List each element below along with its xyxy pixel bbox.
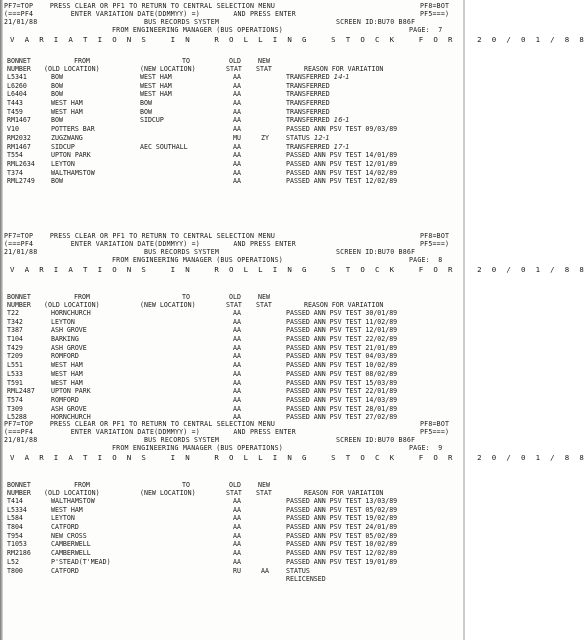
table-row bbox=[4, 344, 460, 353]
col-to-head: TO bbox=[182, 481, 190, 489]
reason-cell: PASSED ANN PSV TEST 21/01/89 bbox=[286, 343, 398, 352]
header-line-1 bbox=[4, 2, 460, 10]
reason-cell: PASSED ANN PSV TEST 27/02/89 bbox=[286, 413, 398, 422]
bonnet-cell: T309 bbox=[7, 404, 23, 413]
report-date: 21/01/88 bbox=[4, 436, 38, 444]
from-location-cell: BOW bbox=[51, 177, 63, 186]
col-new-stat-head: STAT bbox=[256, 489, 272, 497]
col-new-location-head: (NEW LOCATION) bbox=[140, 489, 196, 497]
reason-cell: PASSED ANN PSV TEST 14/03/89 bbox=[286, 395, 398, 404]
col-old-stat-head: STAT bbox=[226, 301, 242, 309]
from-location-cell: WEST HAM bbox=[51, 505, 83, 514]
report-title-text: V A R I A T I O N S I N R O L L I N G S T O C K F O R 2 0 / 0 1 / 8 8 bbox=[10, 35, 587, 44]
from-location-cell: ROMFORD bbox=[51, 395, 79, 404]
col-from-head: FROM bbox=[74, 293, 90, 301]
pf5-hint: PF5===) bbox=[420, 240, 450, 248]
col-new-stat-head: STAT bbox=[256, 301, 272, 309]
table-row bbox=[4, 514, 460, 523]
to-location-cell: BOW bbox=[140, 107, 152, 116]
bonnet-cell: T954 bbox=[7, 531, 23, 540]
col-old-stat-head: STAT bbox=[226, 65, 242, 73]
report-date: 21/01/88 bbox=[4, 248, 38, 256]
table-row bbox=[4, 379, 460, 388]
bonnet-cell: L5334 bbox=[7, 505, 27, 514]
reason-cell: PASSED ANN PSV TEST 12/01/89 bbox=[286, 326, 398, 335]
old-stat-cell: AA bbox=[233, 125, 241, 134]
col-to-head: TO bbox=[182, 293, 190, 301]
table-row bbox=[4, 361, 460, 370]
col-from-head: FROM bbox=[74, 57, 90, 65]
from-location-cell: ASH GROVE bbox=[51, 404, 87, 413]
paper-edge-right bbox=[463, 0, 465, 640]
from-line: FROM ENGINEERING MANAGER (BUS OPERATIONS) bbox=[112, 444, 283, 452]
col-reason-head: REASON FOR VARIATION bbox=[304, 65, 384, 73]
bonnet-cell: T342 bbox=[7, 317, 23, 326]
old-stat-cell: AA bbox=[233, 557, 241, 566]
old-stat-cell: AA bbox=[233, 361, 241, 370]
handwritten-note: 14-1 bbox=[333, 73, 350, 81]
old-stat-cell: AA bbox=[233, 326, 241, 335]
col-number-head: NUMBER bbox=[7, 65, 31, 73]
reason-cell: PASSED ANN PSV TEST 12/01/89 bbox=[286, 159, 398, 168]
from-location-cell: LEYTON bbox=[51, 159, 75, 168]
system-name: BUS RECORDS SYSTEM bbox=[144, 248, 220, 256]
col-reason-head: REASON FOR VARIATION bbox=[304, 489, 384, 497]
old-stat-cell: AA bbox=[233, 505, 241, 514]
spacer bbox=[4, 463, 460, 481]
reason-with-note bbox=[286, 143, 350, 152]
table-row bbox=[4, 99, 460, 108]
reason-cell: PASSED ANN PSV TEST 30/01/89 bbox=[286, 309, 398, 317]
page-number: PAGE: 7 bbox=[409, 26, 443, 34]
bonnet-cell: L584 bbox=[7, 514, 23, 523]
spacer bbox=[4, 45, 460, 57]
system-name: BUS RECORDS SYSTEM bbox=[144, 18, 220, 26]
bonnet-cell: RML2634 bbox=[7, 159, 35, 168]
to-location-cell: WEST HAM bbox=[140, 73, 172, 81]
from-location-cell: BOW bbox=[51, 90, 63, 99]
report-title bbox=[4, 265, 587, 275]
old-stat-cell: AA bbox=[233, 540, 241, 549]
from-location-cell: WEST HAM bbox=[51, 99, 83, 108]
paper-edge-left bbox=[0, 0, 3, 640]
bonnet-cell: RM1467 bbox=[7, 142, 31, 151]
from-location-cell: ZUGZWANG bbox=[51, 133, 83, 142]
bonnet-cell: L52 bbox=[7, 557, 19, 566]
column-header-row-2 bbox=[4, 65, 460, 73]
bonnet-cell: RM2186 bbox=[7, 549, 31, 558]
reason-cell: PASSED ANN PSV TEST 14/02/89 bbox=[286, 168, 398, 177]
bonnet-cell: T554 bbox=[7, 151, 23, 160]
table-row bbox=[4, 396, 460, 405]
to-location-cell: AEC SOUTHALL bbox=[140, 142, 188, 151]
from-location-cell: ROMFORD bbox=[51, 352, 79, 361]
old-stat-cell: RU bbox=[233, 566, 241, 575]
old-stat-cell: AA bbox=[233, 335, 241, 344]
old-stat-cell: AA bbox=[233, 531, 241, 540]
col-new-head: NEW bbox=[258, 293, 270, 301]
table-row bbox=[4, 532, 460, 541]
col-bonnet-head: BONNET bbox=[7, 57, 31, 65]
bonnet-cell: L5288 bbox=[7, 413, 27, 422]
from-location-cell: LEYTON bbox=[51, 317, 75, 326]
column-header-row-2 bbox=[4, 489, 460, 497]
col-number-head: NUMBER bbox=[7, 489, 31, 497]
from-location-cell: HORNCHURCH bbox=[51, 413, 91, 422]
column-header-row-1 bbox=[4, 57, 460, 65]
bonnet-cell: RM1467 bbox=[7, 116, 31, 125]
table-row bbox=[4, 151, 460, 160]
bonnet-cell: T429 bbox=[7, 343, 23, 352]
col-old-location-head: (OLD LOCATION) bbox=[44, 301, 100, 309]
report-page-block bbox=[4, 420, 587, 584]
reason-cell: RELICENSED bbox=[286, 575, 326, 584]
to-location-cell: WEST HAM bbox=[140, 81, 172, 90]
reason-cell: PASSED ANN PSV TEST 10/02/89 bbox=[286, 540, 398, 549]
header-line-3 bbox=[4, 436, 460, 444]
report-date: 21/01/88 bbox=[4, 18, 38, 26]
col-reason-head: REASON FOR VARIATION bbox=[304, 301, 384, 309]
old-stat-cell: AA bbox=[233, 107, 241, 116]
new-stat-cell: AA bbox=[261, 566, 269, 575]
table-row bbox=[4, 497, 460, 506]
old-stat-cell: MU bbox=[233, 133, 241, 142]
table-row bbox=[4, 352, 460, 361]
header-line-4 bbox=[4, 444, 460, 452]
reason-cell: PASSED ANN PSV TEST 12/02/89 bbox=[286, 549, 398, 558]
col-new-stat-head: STAT bbox=[256, 65, 272, 73]
table-row bbox=[4, 125, 460, 134]
table-row bbox=[4, 558, 460, 567]
header-line-3 bbox=[4, 18, 460, 26]
table-row bbox=[4, 335, 460, 344]
header-line-1 bbox=[4, 232, 460, 240]
report-title-text: V A R I A T I O N S I N R O L L I N G S T O C K F O R 2 0 / 0 1 / 8 8 bbox=[10, 265, 587, 274]
reason-cell: TRANSFERRED bbox=[286, 90, 330, 99]
header-line-3 bbox=[4, 248, 460, 256]
from-location-cell: CAMBERWELL bbox=[51, 549, 91, 558]
from-location-cell: ASH GROVE bbox=[51, 343, 87, 352]
reason-cell: TRANSFERRED bbox=[286, 81, 330, 90]
col-old-head: OLD bbox=[229, 481, 241, 489]
bonnet-cell: T22 bbox=[7, 309, 19, 317]
variation-date-prompt: (===PF4 ENTER VARIATION DATE(DDMMYY) =) AND PRESS ENTER bbox=[4, 10, 296, 18]
pf5-hint: PF5===) bbox=[420, 428, 450, 436]
table-row bbox=[4, 177, 460, 186]
from-location-cell: WALTHAMSTOW bbox=[51, 168, 95, 177]
old-stat-cell: AA bbox=[233, 514, 241, 523]
report-title bbox=[4, 453, 587, 463]
table-row bbox=[4, 370, 460, 379]
pf8-hint: PF8=BOT bbox=[420, 2, 450, 10]
reason-cell: PASSED ANN PSV TEST 12/02/89 bbox=[286, 177, 398, 186]
table-row bbox=[4, 575, 460, 584]
reason-cell: PASSED ANN PSV TEST 22/02/89 bbox=[286, 335, 398, 344]
header-line-2 bbox=[4, 240, 460, 248]
old-stat-cell: AA bbox=[233, 317, 241, 326]
reason-cell: STATUS bbox=[286, 566, 310, 575]
old-stat-cell: AA bbox=[233, 99, 241, 108]
old-stat-cell: AA bbox=[233, 404, 241, 413]
col-bonnet-head: BONNET bbox=[7, 481, 31, 489]
col-old-head: OLD bbox=[229, 57, 241, 65]
table-row bbox=[4, 108, 460, 117]
table-row bbox=[4, 73, 460, 82]
from-location-cell: CATFORD bbox=[51, 566, 79, 575]
header-line-2 bbox=[4, 428, 460, 436]
pf-help-text: PF7=TOP PRESS CLEAR OR PF1 TO RETURN TO CENTRAL SELECTION MENU bbox=[4, 2, 276, 10]
col-from-head: FROM bbox=[74, 481, 90, 489]
table-row bbox=[4, 567, 460, 576]
col-old-head: OLD bbox=[229, 293, 241, 301]
header-line-4 bbox=[4, 26, 460, 34]
from-location-cell: NEW CROSS bbox=[51, 531, 87, 540]
variation-date-prompt: (===PF4 ENTER VARIATION DATE(DDMMYY) =) AND PRESS ENTER bbox=[4, 240, 296, 248]
reason-cell: TRANSFERRED bbox=[286, 107, 330, 116]
from-location-cell: ASH GROVE bbox=[51, 326, 87, 335]
old-stat-cell: AA bbox=[233, 352, 241, 361]
report-title bbox=[4, 35, 587, 45]
reason-with-note bbox=[286, 73, 350, 82]
from-location-cell: BOW bbox=[51, 116, 63, 125]
bonnet-cell: T591 bbox=[7, 378, 23, 387]
old-stat-cell: AA bbox=[233, 151, 241, 160]
screen-id: SCREEN ID:BU70 B86F bbox=[336, 248, 416, 256]
table-row bbox=[4, 318, 460, 327]
table-row bbox=[4, 116, 460, 125]
screen-id: SCREEN ID:BU70 B86F bbox=[336, 18, 416, 26]
from-location-cell: POTTERS BAR bbox=[51, 125, 95, 134]
old-stat-cell: AA bbox=[233, 309, 241, 317]
reason-cell: PASSED ANN PSV TEST 15/03/89 bbox=[286, 378, 398, 387]
old-stat-cell: AA bbox=[233, 116, 241, 125]
variation-table bbox=[4, 309, 460, 422]
table-row bbox=[4, 506, 460, 515]
bonnet-cell: V10 bbox=[7, 125, 19, 134]
pf-help-text: PF7=TOP PRESS CLEAR OR PF1 TO RETURN TO CENTRAL SELECTION MENU bbox=[4, 232, 276, 240]
bonnet-cell: RML2487 bbox=[7, 387, 35, 396]
reason-cell: STATUS bbox=[286, 133, 310, 142]
old-stat-cell: AA bbox=[233, 497, 241, 505]
from-location-cell: P'STEAD(T'MEAD) bbox=[51, 557, 111, 566]
reason-cell: PASSED ANN PSV TEST 09/03/89 bbox=[286, 125, 398, 134]
handwritten-note: 17-1 bbox=[333, 142, 350, 151]
table-row bbox=[4, 90, 460, 99]
reason-cell: PASSED ANN PSV TEST 14/01/89 bbox=[286, 151, 398, 160]
reason-cell: PASSED ANN PSV TEST 24/01/89 bbox=[286, 523, 398, 532]
bonnet-cell: L6260 bbox=[7, 81, 27, 90]
reason-cell: PASSED ANN PSV TEST 28/01/89 bbox=[286, 404, 398, 413]
col-number-head: NUMBER bbox=[7, 301, 31, 309]
column-header-row-2 bbox=[4, 301, 460, 309]
reason-with-note bbox=[286, 116, 350, 125]
reason-cell: PASSED ANN PSV TEST 22/01/89 bbox=[286, 387, 398, 396]
old-stat-cell: AA bbox=[233, 369, 241, 378]
header-line-4 bbox=[4, 256, 460, 264]
header-line-1 bbox=[4, 420, 460, 428]
old-stat-cell: AA bbox=[233, 549, 241, 558]
from-location-cell: WEST HAM bbox=[51, 378, 83, 387]
table-row bbox=[4, 143, 460, 152]
reason-cell: PASSED ANN PSV TEST 05/02/89 bbox=[286, 505, 398, 514]
bonnet-cell: L6404 bbox=[7, 90, 27, 99]
reason-cell: PASSED ANN PSV TEST 13/03/89 bbox=[286, 497, 398, 505]
bonnet-cell: L551 bbox=[7, 361, 23, 370]
from-location-cell: CATFORD bbox=[51, 523, 79, 532]
old-stat-cell: AA bbox=[233, 177, 241, 186]
table-row bbox=[4, 549, 460, 558]
reason-cell: PASSED ANN PSV TEST 19/02/89 bbox=[286, 514, 398, 523]
from-location-cell: HORNCHURCH bbox=[51, 309, 91, 317]
reason-with-note bbox=[286, 134, 330, 143]
pf5-hint: PF5===) bbox=[420, 10, 450, 18]
col-bonnet-head: BONNET bbox=[7, 293, 31, 301]
pf-help-text: PF7=TOP PRESS CLEAR OR PF1 TO RETURN TO CENTRAL SELECTION MENU bbox=[4, 420, 276, 428]
bonnet-cell: T443 bbox=[7, 99, 23, 108]
new-stat-cell: ZY bbox=[261, 133, 269, 142]
from-location-cell: BOW bbox=[51, 81, 63, 90]
from-location-cell: WEST HAM bbox=[51, 369, 83, 378]
from-location-cell: BARKING bbox=[51, 335, 79, 344]
bonnet-cell: T459 bbox=[7, 107, 23, 116]
from-location-cell: CAMBERWELL bbox=[51, 540, 91, 549]
bonnet-cell: T800 bbox=[7, 566, 23, 575]
col-new-location-head: (NEW LOCATION) bbox=[140, 65, 196, 73]
reason-cell: TRANSFERRED bbox=[286, 99, 330, 108]
reason-cell: PASSED ANN PSV TEST 05/02/89 bbox=[286, 531, 398, 540]
bonnet-cell: RM2032 bbox=[7, 133, 31, 142]
variation-date-prompt: (===PF4 ENTER VARIATION DATE(DDMMYY) =) AND PRESS ENTER bbox=[4, 428, 296, 436]
from-location-cell: UPTON PARK bbox=[51, 151, 91, 160]
to-location-cell: SIDCUP bbox=[140, 116, 164, 125]
col-new-head: NEW bbox=[258, 57, 270, 65]
report-title-text: V A R I A T I O N S I N R O L L I N G S T O C K F O R 2 0 / 0 1 / 8 8 bbox=[10, 453, 587, 462]
old-stat-cell: AA bbox=[233, 73, 241, 81]
col-old-stat-head: STAT bbox=[226, 489, 242, 497]
pf8-hint: PF8=BOT bbox=[420, 232, 450, 240]
to-location-cell: BOW bbox=[140, 99, 152, 108]
pf8-hint: PF8=BOT bbox=[420, 420, 450, 428]
from-line: FROM ENGINEERING MANAGER (BUS OPERATIONS) bbox=[112, 26, 283, 34]
bonnet-cell: T574 bbox=[7, 395, 23, 404]
table-row bbox=[4, 82, 460, 91]
table-row bbox=[4, 134, 460, 143]
reason-cell: PASSED ANN PSV TEST 10/02/89 bbox=[286, 361, 398, 370]
old-stat-cell: AA bbox=[233, 343, 241, 352]
reason-cell: PASSED ANN PSV TEST 19/01/89 bbox=[286, 557, 398, 566]
from-location-cell: WEST HAM bbox=[51, 107, 83, 116]
bonnet-cell: T209 bbox=[7, 352, 23, 361]
reason-cell: TRANSFERRED bbox=[286, 116, 330, 125]
bonnet-cell: L5341 bbox=[7, 73, 27, 81]
old-stat-cell: AA bbox=[233, 159, 241, 168]
bonnet-cell: RML2749 bbox=[7, 177, 35, 186]
old-stat-cell: AA bbox=[233, 387, 241, 396]
reason-cell: PASSED ANN PSV TEST 11/02/89 bbox=[286, 317, 398, 326]
col-to-head: TO bbox=[182, 57, 190, 65]
bonnet-cell: T104 bbox=[7, 335, 23, 344]
from-location-cell: LEYTON bbox=[51, 514, 75, 523]
bonnet-cell: T414 bbox=[7, 497, 23, 505]
spacer bbox=[4, 275, 460, 293]
screen-id: SCREEN ID:BU70 B86F bbox=[336, 436, 416, 444]
from-location-cell: UPTON PARK bbox=[51, 387, 91, 396]
col-old-location-head: (OLD LOCATION) bbox=[44, 489, 100, 497]
variation-table bbox=[4, 497, 460, 584]
to-location-cell: WEST HAM bbox=[140, 90, 172, 99]
system-name: BUS RECORDS SYSTEM bbox=[144, 436, 220, 444]
handwritten-note: 16-1 bbox=[333, 116, 350, 125]
table-row bbox=[4, 523, 460, 532]
bonnet-cell: L533 bbox=[7, 369, 23, 378]
column-header-row-1 bbox=[4, 481, 460, 489]
from-location-cell: WALTHAMSTOW bbox=[51, 497, 95, 505]
col-new-location-head: (NEW LOCATION) bbox=[140, 301, 196, 309]
reason-cell: TRANSFERRED bbox=[286, 73, 330, 81]
col-old-location-head: (OLD LOCATION) bbox=[44, 65, 100, 73]
old-stat-cell: AA bbox=[233, 142, 241, 151]
variation-table bbox=[4, 73, 460, 186]
bonnet-cell: T804 bbox=[7, 523, 23, 532]
report-page-block bbox=[4, 2, 587, 186]
old-stat-cell: AA bbox=[233, 395, 241, 404]
bonnet-cell: T374 bbox=[7, 168, 23, 177]
old-stat-cell: AA bbox=[233, 81, 241, 90]
old-stat-cell: AA bbox=[233, 523, 241, 532]
page-number: PAGE: 8 bbox=[409, 256, 443, 264]
column-header-row-1 bbox=[4, 293, 460, 301]
table-row bbox=[4, 160, 460, 169]
table-row bbox=[4, 540, 460, 549]
col-new-head: NEW bbox=[258, 481, 270, 489]
table-row bbox=[4, 405, 460, 414]
reason-cell: PASSED ANN PSV TEST 04/03/89 bbox=[286, 352, 398, 361]
reason-cell: PASSED ANN PSV TEST 08/02/89 bbox=[286, 369, 398, 378]
table-row bbox=[4, 326, 460, 335]
old-stat-cell: AA bbox=[233, 90, 241, 99]
from-location-cell: BOW bbox=[51, 73, 63, 81]
from-location-cell: WEST HAM bbox=[51, 361, 83, 370]
old-stat-cell: AA bbox=[233, 168, 241, 177]
table-row bbox=[4, 309, 460, 318]
report-page-block bbox=[4, 232, 587, 422]
old-stat-cell: AA bbox=[233, 378, 241, 387]
table-row bbox=[4, 169, 460, 178]
old-stat-cell: AA bbox=[233, 413, 241, 422]
page-number: PAGE: 9 bbox=[409, 444, 443, 452]
header-line-2 bbox=[4, 10, 460, 18]
handwritten-note: 12-1 bbox=[313, 133, 330, 142]
table-row bbox=[4, 387, 460, 396]
bonnet-cell: T387 bbox=[7, 326, 23, 335]
from-location-cell: SIDCUP bbox=[51, 142, 75, 151]
reason-cell: TRANSFERRED bbox=[286, 142, 330, 151]
bonnet-cell: T1053 bbox=[7, 540, 27, 549]
from-line: FROM ENGINEERING MANAGER (BUS OPERATIONS) bbox=[112, 256, 283, 264]
